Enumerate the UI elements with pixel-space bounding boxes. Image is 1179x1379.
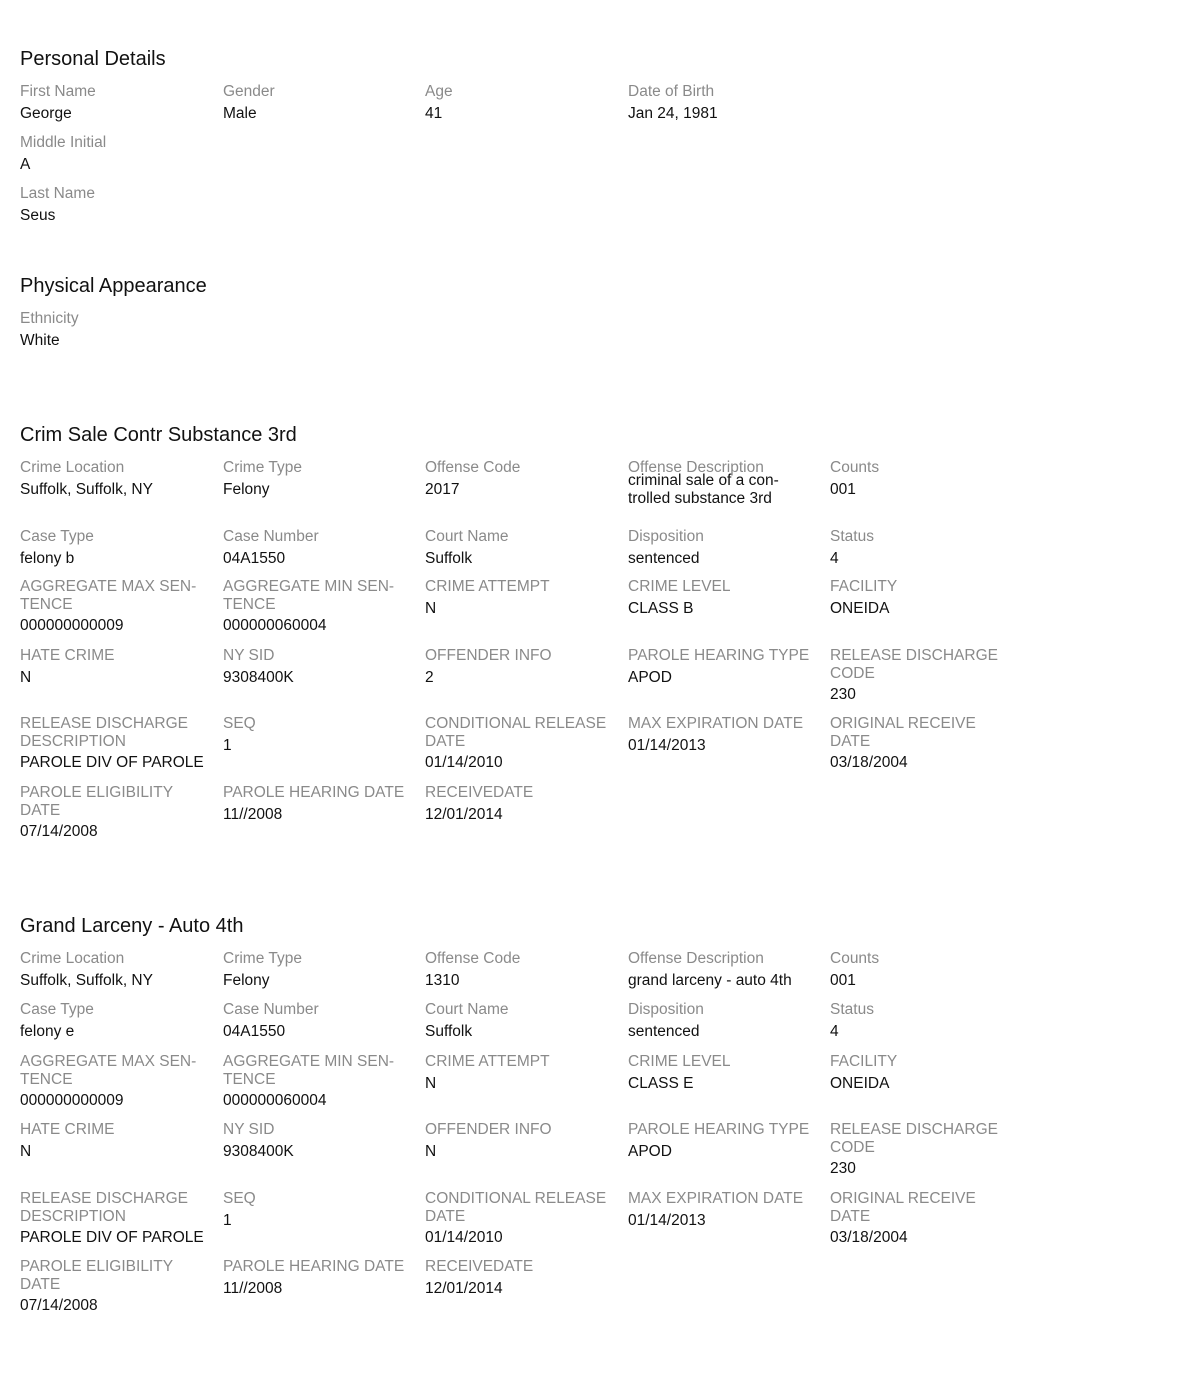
offense-crime-type-field bbox=[223, 950, 419, 994]
offense-case-type-value: felony e bbox=[20, 1022, 75, 1040]
offense-parole-hearing-date-value: 11//2008 bbox=[223, 805, 283, 823]
offense-court-name-value: Suffolk bbox=[425, 1022, 473, 1040]
offense-case-number-label: Case Number bbox=[223, 1001, 319, 1018]
offense-offense-code-value: 1310 bbox=[425, 971, 460, 989]
offense-offense-description-value: grand larceny - auto 4th bbox=[628, 971, 792, 989]
offense-receivedate-value: 12/01/2014 bbox=[425, 1279, 503, 1297]
offense-parole-hearing-type-label: PAROLE HEARING TYPE bbox=[628, 1121, 810, 1138]
offense-max-expiration-field bbox=[628, 715, 824, 759]
offense-release-discharge-code-label: RELEASE DISCHARGE CODE bbox=[830, 647, 998, 682]
offense-release-discharge-code-field bbox=[830, 647, 1026, 708]
offense-case-number-value: 04A1550 bbox=[223, 1022, 286, 1040]
offense-parole-hearing-type-value: APOD bbox=[628, 1142, 672, 1160]
offense-case-number-label: Case Number bbox=[223, 528, 319, 545]
offense-status-value: 4 bbox=[830, 1022, 839, 1040]
offense-crime-attempt-value: N bbox=[425, 599, 437, 617]
ethnicity-label: Ethnicity bbox=[20, 310, 79, 327]
offense-seq-field bbox=[223, 715, 419, 759]
offense-original-receive-field bbox=[830, 715, 1026, 776]
offense-crime-type-value: Felony bbox=[223, 480, 270, 498]
offense-crime-location-value: Suffolk, Suffolk, NY bbox=[20, 480, 153, 498]
ethnicity-value: White bbox=[20, 331, 60, 349]
first-name-field bbox=[20, 83, 216, 127]
gender-field bbox=[223, 83, 419, 127]
offense-offense-code-field bbox=[425, 950, 621, 994]
offense-crime-location-value: Suffolk, Suffolk, NY bbox=[20, 971, 153, 989]
offense-crime-location-label: Crime Location bbox=[20, 459, 125, 476]
offense-status-field bbox=[830, 528, 1026, 572]
offense-heading: Grand Larceny - Auto 4th bbox=[20, 915, 244, 937]
offense-aggregate-min-label: AGGREGATE MIN SEN- TENCE bbox=[223, 1053, 395, 1088]
offense-conditional-release-value: 01/14/2010 bbox=[425, 754, 503, 772]
offense-crime-type-field bbox=[223, 459, 419, 503]
offense-parole-hearing-type-field bbox=[628, 647, 824, 691]
offense-crime-location-label: Crime Location bbox=[20, 950, 125, 967]
offense-offense-code-field bbox=[425, 459, 621, 503]
ethnicity-field bbox=[20, 310, 216, 354]
offense-ny-sid-field bbox=[223, 647, 419, 691]
offense-counts-value: 001 bbox=[830, 971, 856, 989]
offense-hate-crime-field bbox=[20, 1121, 216, 1165]
offense-release-discharge-code-value: 230 bbox=[830, 686, 856, 704]
physical-appearance-heading: Physical Appearance bbox=[20, 275, 207, 297]
offense-seq-field bbox=[223, 1190, 419, 1234]
offense-offense-description-value: criminal sale of a con- trolled substance 3rd bbox=[628, 472, 779, 507]
offense-parole-hearing-date-label: PAROLE HEARING DATE bbox=[223, 784, 405, 801]
offense-case-type-label: Case Type bbox=[20, 528, 94, 545]
offense-court-name-field bbox=[425, 528, 621, 572]
offense-release-discharge-desc-label: RELEASE DISCHARGE DESCRIPTION bbox=[20, 715, 188, 750]
offense-seq-label: SEQ bbox=[223, 1190, 256, 1207]
offense-seq-value: 1 bbox=[223, 736, 232, 754]
offense-status-value: 4 bbox=[830, 549, 839, 567]
offense-ny-sid-label: NY SID bbox=[223, 647, 275, 664]
offense-conditional-release-field bbox=[425, 715, 621, 776]
offense-case-type-field bbox=[20, 1001, 216, 1045]
offense-counts-label: Counts bbox=[830, 459, 880, 476]
offense-disposition-value: sentenced bbox=[628, 549, 700, 567]
offense-aggregate-min-value: 000000060004 bbox=[223, 1092, 327, 1110]
offense-court-name-field bbox=[425, 1001, 621, 1045]
offense-aggregate-min-value: 000000060004 bbox=[223, 617, 327, 635]
offense-heading: Crim Sale Contr Substance 3rd bbox=[20, 424, 297, 446]
offense-parole-hearing-type-field bbox=[628, 1121, 824, 1165]
offense-facility-field bbox=[830, 578, 1026, 622]
offense-ny-sid-field bbox=[223, 1121, 419, 1165]
middle-initial-label: Middle Initial bbox=[20, 134, 107, 151]
offense-max-expiration-field bbox=[628, 1190, 824, 1234]
offense-crime-type-label: Crime Type bbox=[223, 950, 302, 967]
offense-parole-hearing-type-value: APOD bbox=[628, 668, 672, 686]
offense-facility-label: FACILITY bbox=[830, 578, 898, 595]
offense-max-expiration-value: 01/14/2013 bbox=[628, 736, 706, 754]
offense-aggregate-min-field bbox=[223, 578, 419, 639]
offense-release-discharge-desc-value: PAROLE DIV OF PAROLE bbox=[20, 754, 204, 772]
offense-court-name-value: Suffolk bbox=[425, 549, 473, 567]
offense-parole-hearing-date-field bbox=[223, 1258, 419, 1302]
offense-hate-crime-field bbox=[20, 647, 216, 691]
offense-aggregate-max-label: AGGREGATE MAX SEN- TENCE bbox=[20, 1053, 197, 1088]
offense-case-number-value: 04A1550 bbox=[223, 549, 286, 567]
offense-offender-info-field bbox=[425, 647, 621, 691]
offense-seq-label: SEQ bbox=[223, 715, 256, 732]
last-name-field bbox=[20, 185, 216, 229]
offense-offender-info-value: 2 bbox=[425, 668, 434, 686]
offense-counts-value: 001 bbox=[830, 480, 856, 498]
date-of-birth-value: Jan 24, 1981 bbox=[628, 104, 718, 122]
offense-receivedate-label: RECEIVEDATE bbox=[425, 784, 534, 801]
last-name-value: Seus bbox=[20, 206, 56, 224]
offense-court-name-label: Court Name bbox=[425, 1001, 509, 1018]
offense-conditional-release-label: CONDITIONAL RELEASE DATE bbox=[425, 715, 607, 750]
offense-offense-description-field bbox=[628, 950, 824, 994]
offense-offense-code-value: 2017 bbox=[425, 480, 460, 498]
offense-crime-location-field bbox=[20, 459, 216, 503]
gender-label: Gender bbox=[223, 83, 275, 100]
last-name-label: Last Name bbox=[20, 185, 95, 202]
offense-facility-label: FACILITY bbox=[830, 1053, 898, 1070]
offense-aggregate-max-value: 000000000009 bbox=[20, 617, 124, 635]
offense-parole-eligibility-value: 07/14/2008 bbox=[20, 1297, 98, 1315]
offense-parole-eligibility-field bbox=[20, 784, 216, 845]
offense-counts-field bbox=[830, 950, 1026, 994]
first-name-value: George bbox=[20, 104, 72, 122]
offense-original-receive-label: ORIGINAL RECEIVE DATE bbox=[830, 715, 976, 750]
offense-receivedate-value: 12/01/2014 bbox=[425, 805, 503, 823]
offense-offense-description-field bbox=[628, 459, 824, 507]
offense-crime-level-label: CRIME LEVEL bbox=[628, 1053, 731, 1070]
offense-conditional-release-value: 01/14/2010 bbox=[425, 1229, 503, 1247]
offense-case-number-field bbox=[223, 1001, 419, 1045]
offense-parole-eligibility-label: PAROLE ELIGIBILITY DATE bbox=[20, 1258, 174, 1293]
age-label: Age bbox=[425, 83, 453, 100]
offense-hate-crime-label: HATE CRIME bbox=[20, 647, 115, 664]
offense-counts-label: Counts bbox=[830, 950, 880, 967]
offense-aggregate-max-field bbox=[20, 578, 216, 639]
offense-offense-description-label: Offense Description bbox=[628, 950, 764, 967]
offense-disposition-label: Disposition bbox=[628, 1001, 704, 1018]
offense-original-receive-value: 03/18/2004 bbox=[830, 754, 908, 772]
offense-max-expiration-label: MAX EXPIRATION DATE bbox=[628, 1190, 804, 1207]
offense-crime-level-field bbox=[628, 1053, 824, 1097]
date-of-birth-label: Date of Birth bbox=[628, 83, 715, 100]
offense-disposition-field bbox=[628, 1001, 824, 1045]
offense-crime-attempt-value: N bbox=[425, 1074, 437, 1092]
offense-offender-info-label: OFFENDER INFO bbox=[425, 1121, 552, 1138]
offense-release-discharge-code-field bbox=[830, 1121, 1026, 1182]
offense-crime-attempt-field bbox=[425, 578, 621, 622]
offense-original-receive-value: 03/18/2004 bbox=[830, 1229, 908, 1247]
offense-disposition-label: Disposition bbox=[628, 528, 704, 545]
offense-max-expiration-label: MAX EXPIRATION DATE bbox=[628, 715, 804, 732]
offense-aggregate-max-field bbox=[20, 1053, 216, 1114]
offense-parole-hearing-date-value: 11//2008 bbox=[223, 1279, 283, 1297]
offense-receivedate-label: RECEIVEDATE bbox=[425, 1258, 534, 1275]
offense-offense-description-label: Offense Description bbox=[628, 459, 764, 476]
offense-status-field bbox=[830, 1001, 1026, 1045]
offense-crime-level-value: CLASS B bbox=[628, 599, 694, 617]
offense-hate-crime-label: HATE CRIME bbox=[20, 1121, 115, 1138]
offense-crime-level-field bbox=[628, 578, 824, 622]
offense-conditional-release-label: CONDITIONAL RELEASE DATE bbox=[425, 1190, 607, 1225]
offense-parole-hearing-date-field bbox=[223, 784, 419, 828]
offense-ny-sid-value: 9308400K bbox=[223, 668, 294, 686]
offense-release-discharge-code-label: RELEASE DISCHARGE CODE bbox=[830, 1121, 998, 1156]
offense-crime-location-field bbox=[20, 950, 216, 994]
offense-release-discharge-desc-field bbox=[20, 715, 216, 776]
offense-receivedate-field bbox=[425, 784, 621, 828]
offense-release-discharge-desc-field bbox=[20, 1190, 216, 1251]
offense-case-number-field bbox=[223, 528, 419, 572]
offense-offender-info-field bbox=[425, 1121, 621, 1165]
offense-aggregate-min-label: AGGREGATE MIN SEN- TENCE bbox=[223, 578, 395, 613]
offense-receivedate-field bbox=[425, 1258, 621, 1302]
offense-release-discharge-code-value: 230 bbox=[830, 1160, 856, 1178]
offense-counts-field bbox=[830, 459, 1026, 503]
offense-parole-eligibility-label: PAROLE ELIGIBILITY DATE bbox=[20, 784, 174, 819]
offense-crime-type-label: Crime Type bbox=[223, 459, 302, 476]
offense-aggregate-max-label: AGGREGATE MAX SEN- TENCE bbox=[20, 578, 197, 613]
offense-facility-value: ONEIDA bbox=[830, 1074, 890, 1092]
offense-crime-attempt-label: CRIME ATTEMPT bbox=[425, 1053, 550, 1070]
offense-court-name-label: Court Name bbox=[425, 528, 509, 545]
offense-original-receive-field bbox=[830, 1190, 1026, 1251]
offense-crime-type-value: Felony bbox=[223, 971, 270, 989]
middle-initial-value: A bbox=[20, 155, 31, 173]
offense-parole-hearing-type-label: PAROLE HEARING TYPE bbox=[628, 647, 810, 664]
offense-parole-eligibility-value: 07/14/2008 bbox=[20, 823, 98, 841]
offense-offense-code-label: Offense Code bbox=[425, 950, 521, 967]
age-value: 41 bbox=[425, 104, 443, 122]
middle-initial-field bbox=[20, 134, 216, 178]
offense-crime-attempt-field bbox=[425, 1053, 621, 1097]
offense-case-type-label: Case Type bbox=[20, 1001, 94, 1018]
offense-offender-info-value: N bbox=[425, 1142, 437, 1160]
offense-parole-hearing-date-label: PAROLE HEARING DATE bbox=[223, 1258, 405, 1275]
offense-offender-info-label: OFFENDER INFO bbox=[425, 647, 552, 664]
offense-facility-field bbox=[830, 1053, 1026, 1097]
offense-disposition-field bbox=[628, 528, 824, 572]
offense-status-label: Status bbox=[830, 1001, 874, 1018]
offense-aggregate-max-value: 000000000009 bbox=[20, 1092, 124, 1110]
offense-crime-attempt-label: CRIME ATTEMPT bbox=[425, 578, 550, 595]
offense-release-discharge-desc-label: RELEASE DISCHARGE DESCRIPTION bbox=[20, 1190, 188, 1225]
offense-hate-crime-value: N bbox=[20, 668, 32, 686]
offense-crime-level-value: CLASS E bbox=[628, 1074, 694, 1092]
offense-ny-sid-value: 9308400K bbox=[223, 1142, 294, 1160]
offense-release-discharge-desc-value: PAROLE DIV OF PAROLE bbox=[20, 1229, 204, 1247]
offense-disposition-value: sentenced bbox=[628, 1022, 700, 1040]
gender-value: Male bbox=[223, 104, 257, 122]
offense-case-type-field bbox=[20, 528, 216, 572]
date-of-birth-field bbox=[628, 83, 824, 127]
offense-max-expiration-value: 01/14/2013 bbox=[628, 1211, 706, 1229]
offense-crime-level-label: CRIME LEVEL bbox=[628, 578, 731, 595]
offense-status-label: Status bbox=[830, 528, 874, 545]
offense-ny-sid-label: NY SID bbox=[223, 1121, 275, 1138]
personal-details-heading: Personal Details bbox=[20, 48, 166, 70]
offense-offense-code-label: Offense Code bbox=[425, 459, 521, 476]
offense-facility-value: ONEIDA bbox=[830, 599, 890, 617]
offense-conditional-release-field bbox=[425, 1190, 621, 1251]
age-field bbox=[425, 83, 621, 127]
offense-original-receive-label: ORIGINAL RECEIVE DATE bbox=[830, 1190, 976, 1225]
offense-hate-crime-value: N bbox=[20, 1142, 32, 1160]
offense-seq-value: 1 bbox=[223, 1211, 232, 1229]
offense-aggregate-min-field bbox=[223, 1053, 419, 1114]
offense-parole-eligibility-field bbox=[20, 1258, 216, 1319]
offense-case-type-value: felony b bbox=[20, 549, 75, 567]
first-name-label: First Name bbox=[20, 83, 96, 100]
